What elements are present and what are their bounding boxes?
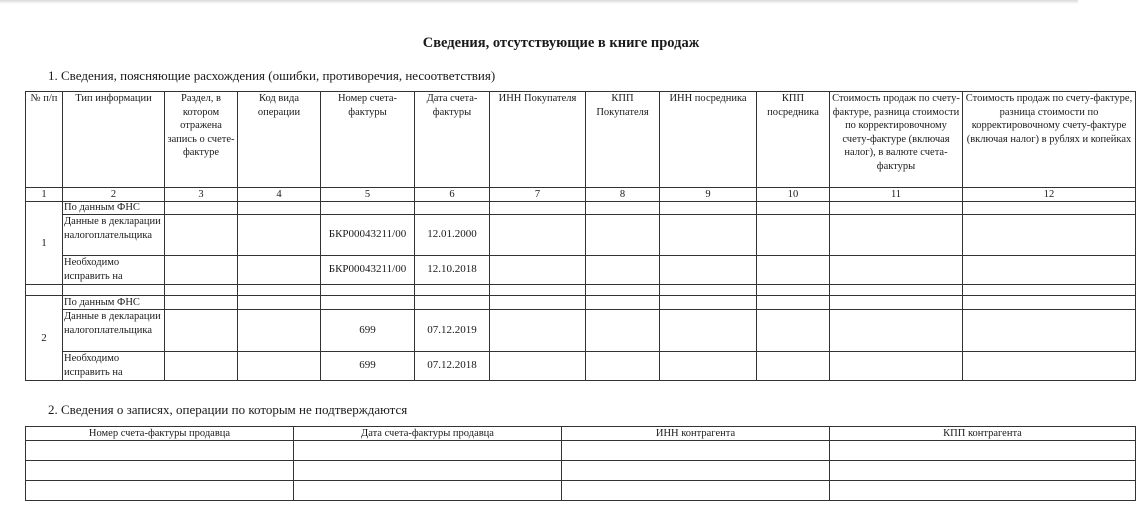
- invoice-number-cell: БКР00043211/00: [321, 256, 415, 285]
- info-type-correction: Необходимо исправить на: [63, 256, 165, 285]
- table-row: [26, 461, 1136, 481]
- table-row: [26, 256, 1136, 285]
- section-1-title: 1. Сведения, поясняющие расхождения (ошибки, противоречия, несоответствия): [48, 68, 496, 83]
- col-number: 9: [660, 188, 757, 202]
- col-header-counterparty-inn: ИНН контрагента: [562, 427, 830, 441]
- unconfirmed-operations-table: [25, 426, 1136, 501]
- invoice-date-cell: 07.12.2018: [415, 352, 490, 381]
- invoice-date-cell: 12.10.2018: [415, 256, 490, 285]
- col-header-operation-code: Код вида операции: [238, 92, 321, 188]
- table-row: [26, 296, 1136, 310]
- col-header-intermediary-kpp: КПП посредника: [757, 92, 830, 188]
- spacer-row: [26, 285, 1136, 296]
- entry-number: 2: [26, 296, 63, 381]
- col-header-info-type: Тип информации: [63, 92, 165, 188]
- col-number: 7: [490, 188, 586, 202]
- discrepancies-table: [25, 91, 1136, 381]
- column-number-row: [26, 188, 1136, 202]
- col-header-cost-invoice-currency: Стоимость продаж по счету-фактуре, разница стоимости по корректировочному счету-фактуре (включая налог), в валюте счета-фактуры: [830, 92, 963, 188]
- invoice-number-cell: 699: [321, 352, 415, 381]
- col-header-cost-rubles: Стоимость продаж по счету-фактуре, разница стоимости по корректировочному счету-фактуре (включая налог) в рублях и копейках: [963, 92, 1136, 188]
- col-header-seller-invoice-number: Номер счета-фактуры продавца: [26, 427, 294, 441]
- col-header-section: Раздел, в котором отражена запись о счете-фактуре: [165, 92, 238, 188]
- info-type-declaration: Данные в декларации налогоплательщика: [63, 215, 165, 256]
- section-2-title: 2. Сведения о записях, операции по которым не подтверждаются: [48, 402, 408, 417]
- info-type-fns: По данным ФНС: [63, 202, 165, 215]
- col-header-buyer-kpp: КПП Покупателя: [586, 92, 660, 188]
- col-number: 6: [415, 188, 490, 202]
- invoice-date-cell: 12.01.2000: [415, 215, 490, 256]
- info-type-declaration: Данные в декларации налогоплательщика: [63, 310, 165, 352]
- col-header-intermediary-inn: ИНН посредника: [660, 92, 757, 188]
- col-number: 3: [165, 188, 238, 202]
- table-header-row: [26, 427, 1136, 441]
- table-row: [26, 215, 1136, 256]
- col-number: 11: [830, 188, 963, 202]
- col-header-buyer-inn: ИНН Покупателя: [490, 92, 586, 188]
- col-number: 1: [26, 188, 63, 202]
- col-number: 2: [63, 188, 165, 202]
- col-header-counterparty-kpp: КПП контрагента: [830, 427, 1136, 441]
- info-type-correction: Необходимо исправить на: [63, 352, 165, 381]
- col-header-number: № п/п: [26, 92, 63, 188]
- col-number: 10: [757, 188, 830, 202]
- table-header-row: [26, 92, 1136, 188]
- info-type-fns: По данным ФНС: [63, 296, 165, 310]
- col-number: 12: [963, 188, 1136, 202]
- col-number: 4: [238, 188, 321, 202]
- table-row: [26, 481, 1136, 501]
- invoice-number-cell: 699: [321, 310, 415, 352]
- table-row: [26, 352, 1136, 381]
- document-title: Сведения, отсутствующие в книге продаж: [422, 35, 700, 51]
- col-number: 8: [586, 188, 660, 202]
- col-header-seller-invoice-date: Дата счета-фактуры продавца: [294, 427, 562, 441]
- col-header-invoice-date: Дата счета-фактуры: [415, 92, 490, 188]
- col-number: 5: [321, 188, 415, 202]
- window-top-edge: [0, 0, 1078, 4]
- table-row: [26, 441, 1136, 461]
- invoice-date-cell: 07.12.2019: [415, 310, 490, 352]
- entry-number: 1: [26, 202, 63, 285]
- table-row: [26, 202, 1136, 215]
- table-row: [26, 310, 1136, 352]
- col-header-invoice-number: Номер счета-фактуры: [321, 92, 415, 188]
- invoice-number-cell: БКР00043211/00: [321, 215, 415, 256]
